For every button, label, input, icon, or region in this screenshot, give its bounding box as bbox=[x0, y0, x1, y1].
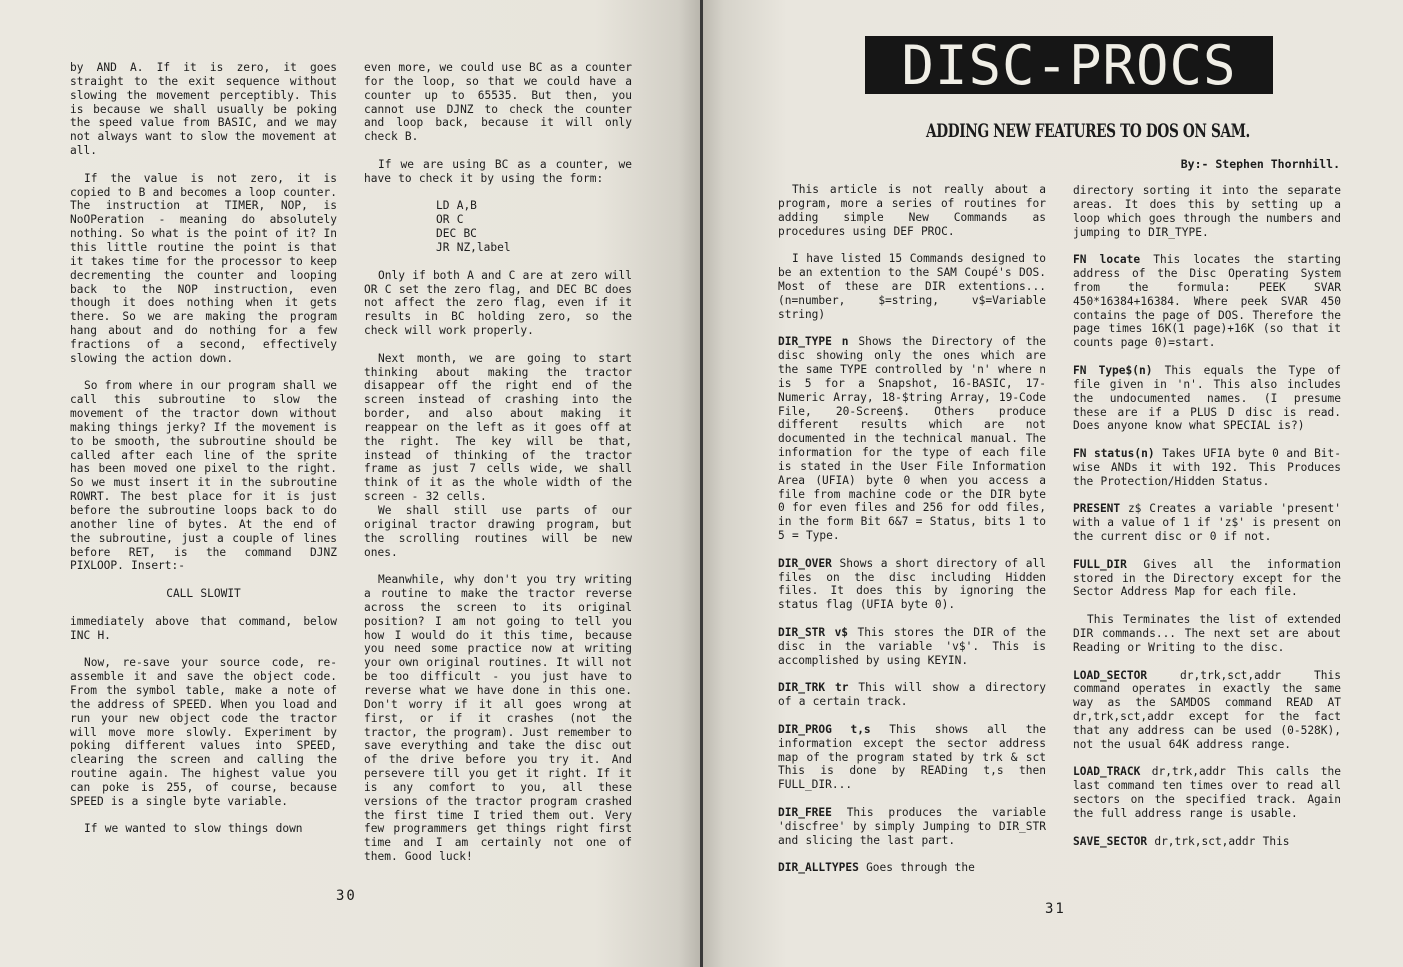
command-keyword: LOAD_TRACK bbox=[1073, 765, 1141, 779]
page-number: 30 bbox=[336, 888, 357, 904]
paragraph bbox=[1073, 502, 1341, 544]
paragraph bbox=[1073, 364, 1341, 433]
article-title: DISC-PROCS bbox=[865, 36, 1273, 94]
paragraph: by AND A. If it is zero, it goes straight to the exit sequence without slowing the movement perceptibly. This is because we shall usually be poking the speed value from BASIC, and we may not always want to slow the movement at all. bbox=[70, 61, 337, 158]
paragraph: We shall still use parts of our original tractor drawing program, but the scrolling routines will be new ones. bbox=[364, 504, 632, 559]
paragraph bbox=[778, 806, 1046, 848]
command-keyword: PRESENT bbox=[1073, 502, 1121, 516]
left-column-1 bbox=[70, 61, 337, 836]
command-keyword: FN Type$(n) bbox=[1073, 363, 1153, 377]
paragraph: Now, re-save your source code, re-assemble it and save the object code. From the symbol table, make a note of the address of SPEED. When you load and run your new object code the tractor will move more slowly. Experiment by poking different values into SPEED, clearing the screen and calling the routine again. The highest value you can poke is 255, of course, because SPEED is a single byte variable. bbox=[70, 656, 337, 808]
paragraph bbox=[778, 335, 1046, 543]
paragraph bbox=[778, 557, 1046, 612]
paragraph-text: Goes through the bbox=[858, 861, 975, 875]
left-page bbox=[0, 0, 700, 967]
command-keyword: DIR_ALLTYPES bbox=[778, 861, 859, 875]
paragraph bbox=[1073, 184, 1341, 239]
code-line: CALL SLOWIT bbox=[166, 587, 241, 601]
paragraph: immediately above that command, below INC H. bbox=[70, 614, 337, 642]
paragraph bbox=[1073, 558, 1341, 600]
paragraph-text: This equals the Type of file given in 'n'. This also includes the undocumented names. (I presume these are if a PLUS D disc is read. Does anyone know what SPECIAL is?) bbox=[1073, 363, 1341, 433]
paragraph-text: Gives all the information stored in the Directory except for the Sector Address Map for each file. bbox=[1073, 557, 1341, 599]
paragraph: So from where in our program shall we call this subroutine to slow the movement of the tractor down without making things jerky? If the movement is to be smooth, the subroutine should be called after each line of the sprite has been moved one pixel to the right. So we must insert it in the subroutine ROWRT. The best place for it is just before the subroutine loops back to do another line of bytes. At the end of the subroutine, just a couple of lines before RET, is the command DJNZ PIXLOOP. Insert:- bbox=[70, 379, 337, 573]
command-keyword: FN status(n) bbox=[1073, 447, 1155, 461]
paragraph: If the value is not zero, it is copied to B and becomes a loop counter. The instruction at TIMER, NOP, is NoOPeration - meaning do absolutely nothing. So what is the point of it? In this little routine the point is that it takes time for the processor to keep decrementing the counter and looping back to the NOP instruction, even though it does nothing when it gets there. So we are making the program hang about and do nothing for a few fractions of a second, effectively slowing the action down. bbox=[70, 171, 337, 365]
paragraph: If we wanted to slow things down bbox=[84, 822, 303, 836]
paragraph bbox=[1073, 447, 1341, 489]
command-keyword: SAVE_SECTOR bbox=[1073, 834, 1148, 848]
paragraph-text: z$ Creates a variable 'present' with a value of 1 if 'z$' is present on the current disc or 0 if not. bbox=[1073, 502, 1341, 544]
paragraph bbox=[1073, 613, 1341, 655]
command-keyword: FN locate bbox=[1073, 253, 1141, 267]
paragraph-text: dr,trk,addr This calls the last command ten times over to read all sectors on the specified track. Again the full address range is usable. bbox=[1073, 765, 1341, 820]
command-keyword: FULL_DIR bbox=[1073, 557, 1127, 571]
paragraph bbox=[778, 626, 1046, 668]
paragraph: Meanwhile, why don't you try writing a routine to make the tractor reverse across the screen to its original position? I am not going to tell you how I would do it this time, because you need some practice now at writing your own original routines. It will not be too difficult - you just have to reverse what we have done in this one. Don't worry if it all goes wrong at first, or if it crashes (not the tractor, the program). Just remember to save everything and take the disc out of the drive before you try it. And persevere till you get it right. If it is any comfort to you, all these versions of the tractor program crashed the first time I tried them out. Very few programmers get things right first time and I am certainly not one of them. Good luck! bbox=[364, 573, 632, 864]
paragraph bbox=[1073, 765, 1341, 820]
command-keyword: DIR_TYPE n bbox=[778, 335, 849, 349]
paragraph: If we are using BC as a counter, we have to check it by using the form: bbox=[364, 157, 632, 185]
paragraph-text: This Terminates the list of extended DIR commands... The next set are about Reading or Writing to the disc. bbox=[1073, 613, 1341, 654]
paragraph bbox=[778, 861, 1046, 875]
paragraph-text: This will show a directory of a certain track. bbox=[778, 681, 1047, 709]
command-keyword: DIR_FREE bbox=[778, 805, 832, 819]
command-keyword: DIR_TRK tr bbox=[778, 681, 849, 695]
paragraph-text: I have listed 15 Commands designed to be an extention to the SAM Coupé's DOS. Most of these are DIR extentions... (n=number, $=string, v$=Variable string) bbox=[778, 252, 1046, 321]
byline: By:- Stephen Thornhill. bbox=[1180, 157, 1340, 171]
paragraph-text: This shows all the information except the sector address map of the program stated by trk & sct This is done by READing t,s then FULL_DIR... bbox=[778, 722, 1046, 792]
paragraph-text: Takes UFIA byte 0 and Bit-wise ANDs it with 192. This Produces the Protection/Hidden Status. bbox=[1073, 447, 1342, 488]
paragraph: Only if both A and C are at zero will OR C set the zero flag, and DEC BC does not affect the zero flag, even if it results in BC holding zero, so the check will work properly. bbox=[364, 268, 632, 338]
page-number: 31 bbox=[1045, 901, 1066, 917]
command-keyword: DIR_OVER bbox=[778, 556, 832, 570]
paragraph bbox=[778, 723, 1046, 792]
paragraph: even more, we could use BC as a counter for the loop, so that we could have a counter up to 65535. But then, you cannot use DJNZ to check the counter and loop back, because it will only check B. bbox=[364, 61, 632, 144]
paragraph: Next month, we are going to start thinking about making the tractor disappear off the right end of the screen instead of crashing into the border, and also about making it reappear on the left as it goes off at the right. The key will be that, instead of thinking of the tractor frame as just 7 cells wide, we shall think of it as the whole width of the screen - 32 cells. bbox=[364, 351, 632, 504]
paragraph bbox=[778, 681, 1046, 709]
paragraph-text: This locates the starting address of the Disc Operating System from the formula: PEEK SVAR 450*16384+16384. Where peek SVAR 450 contains the page of DOS. Therefore the page times 16K(1 page)+16K (so that it counts page 0)=start. bbox=[1073, 253, 1341, 350]
paragraph-text: This article is not really about a program, more a series of routines for adding simple New Commands as procedures using DEF PROC. bbox=[778, 183, 1046, 238]
paragraph bbox=[1073, 835, 1341, 849]
paragraph-text: This produces the variable 'discfree' by simply Jumping to DIR_STR and slicing the last part. bbox=[778, 805, 1046, 847]
paragraph-text: Shows a short directory of all files on the disc including Hidden files. It does this by ignoring the status flag (UFIA byte 0). bbox=[778, 556, 1046, 612]
code-block: LD A,B OR C DEC BC JR NZ,label bbox=[436, 199, 511, 254]
paragraph bbox=[1073, 669, 1341, 752]
paragraph-text: This stores the DIR of the disc in the variable 'v$'. This is accomplished by using KEYIN. bbox=[778, 626, 1047, 667]
paragraph bbox=[1073, 253, 1341, 350]
paragraph-text: dr,trk,sct,addr This command operates in exactly the same way as the SAMDOS command READ AT dr,trk,sct,addr except for the fact that any address can be used (0-528K), not the usual 64K address range. bbox=[1073, 668, 1341, 751]
article-subtitle: ADDING NEW FEATURES TO DOS ON SAM. bbox=[926, 120, 1250, 142]
command-keyword: LOAD_SECTOR bbox=[1073, 668, 1148, 682]
paragraph-text: directory sorting it into the separate areas. It does this by setting up a loop which goes through the numbers and jumping to DIR_TYPE. bbox=[1073, 184, 1341, 239]
right-column-1 bbox=[778, 183, 1046, 875]
left-column-2 bbox=[364, 61, 632, 864]
right-column-2 bbox=[1073, 184, 1341, 849]
command-keyword: DIR_STR v$ bbox=[778, 626, 849, 639]
paragraph bbox=[778, 183, 1046, 238]
paragraph-text: Shows the Directory of the disc showing only the ones which are the same TYPE controlled by 'n' where n is 5 for a Snapshot, 16-BASIC, 17-Numeric Array, 18-$tring Array, 19-Code File, 20-Screen$. Others produce different results which are not documented in the technical manual. The information for the type of each file is stated in the User File Information Area (UFIA) byte 0 when you access a file from machine code or the DIR byte 0 for even files and 256 for odd files, in the form Bit 6&7 = Status, bits 1 to 5 = Type. bbox=[778, 335, 1047, 543]
paragraph-text: dr,trk,sct,addr This bbox=[1147, 834, 1290, 848]
command-keyword: DIR_PROG t,s bbox=[778, 722, 871, 736]
paragraph bbox=[778, 252, 1046, 321]
